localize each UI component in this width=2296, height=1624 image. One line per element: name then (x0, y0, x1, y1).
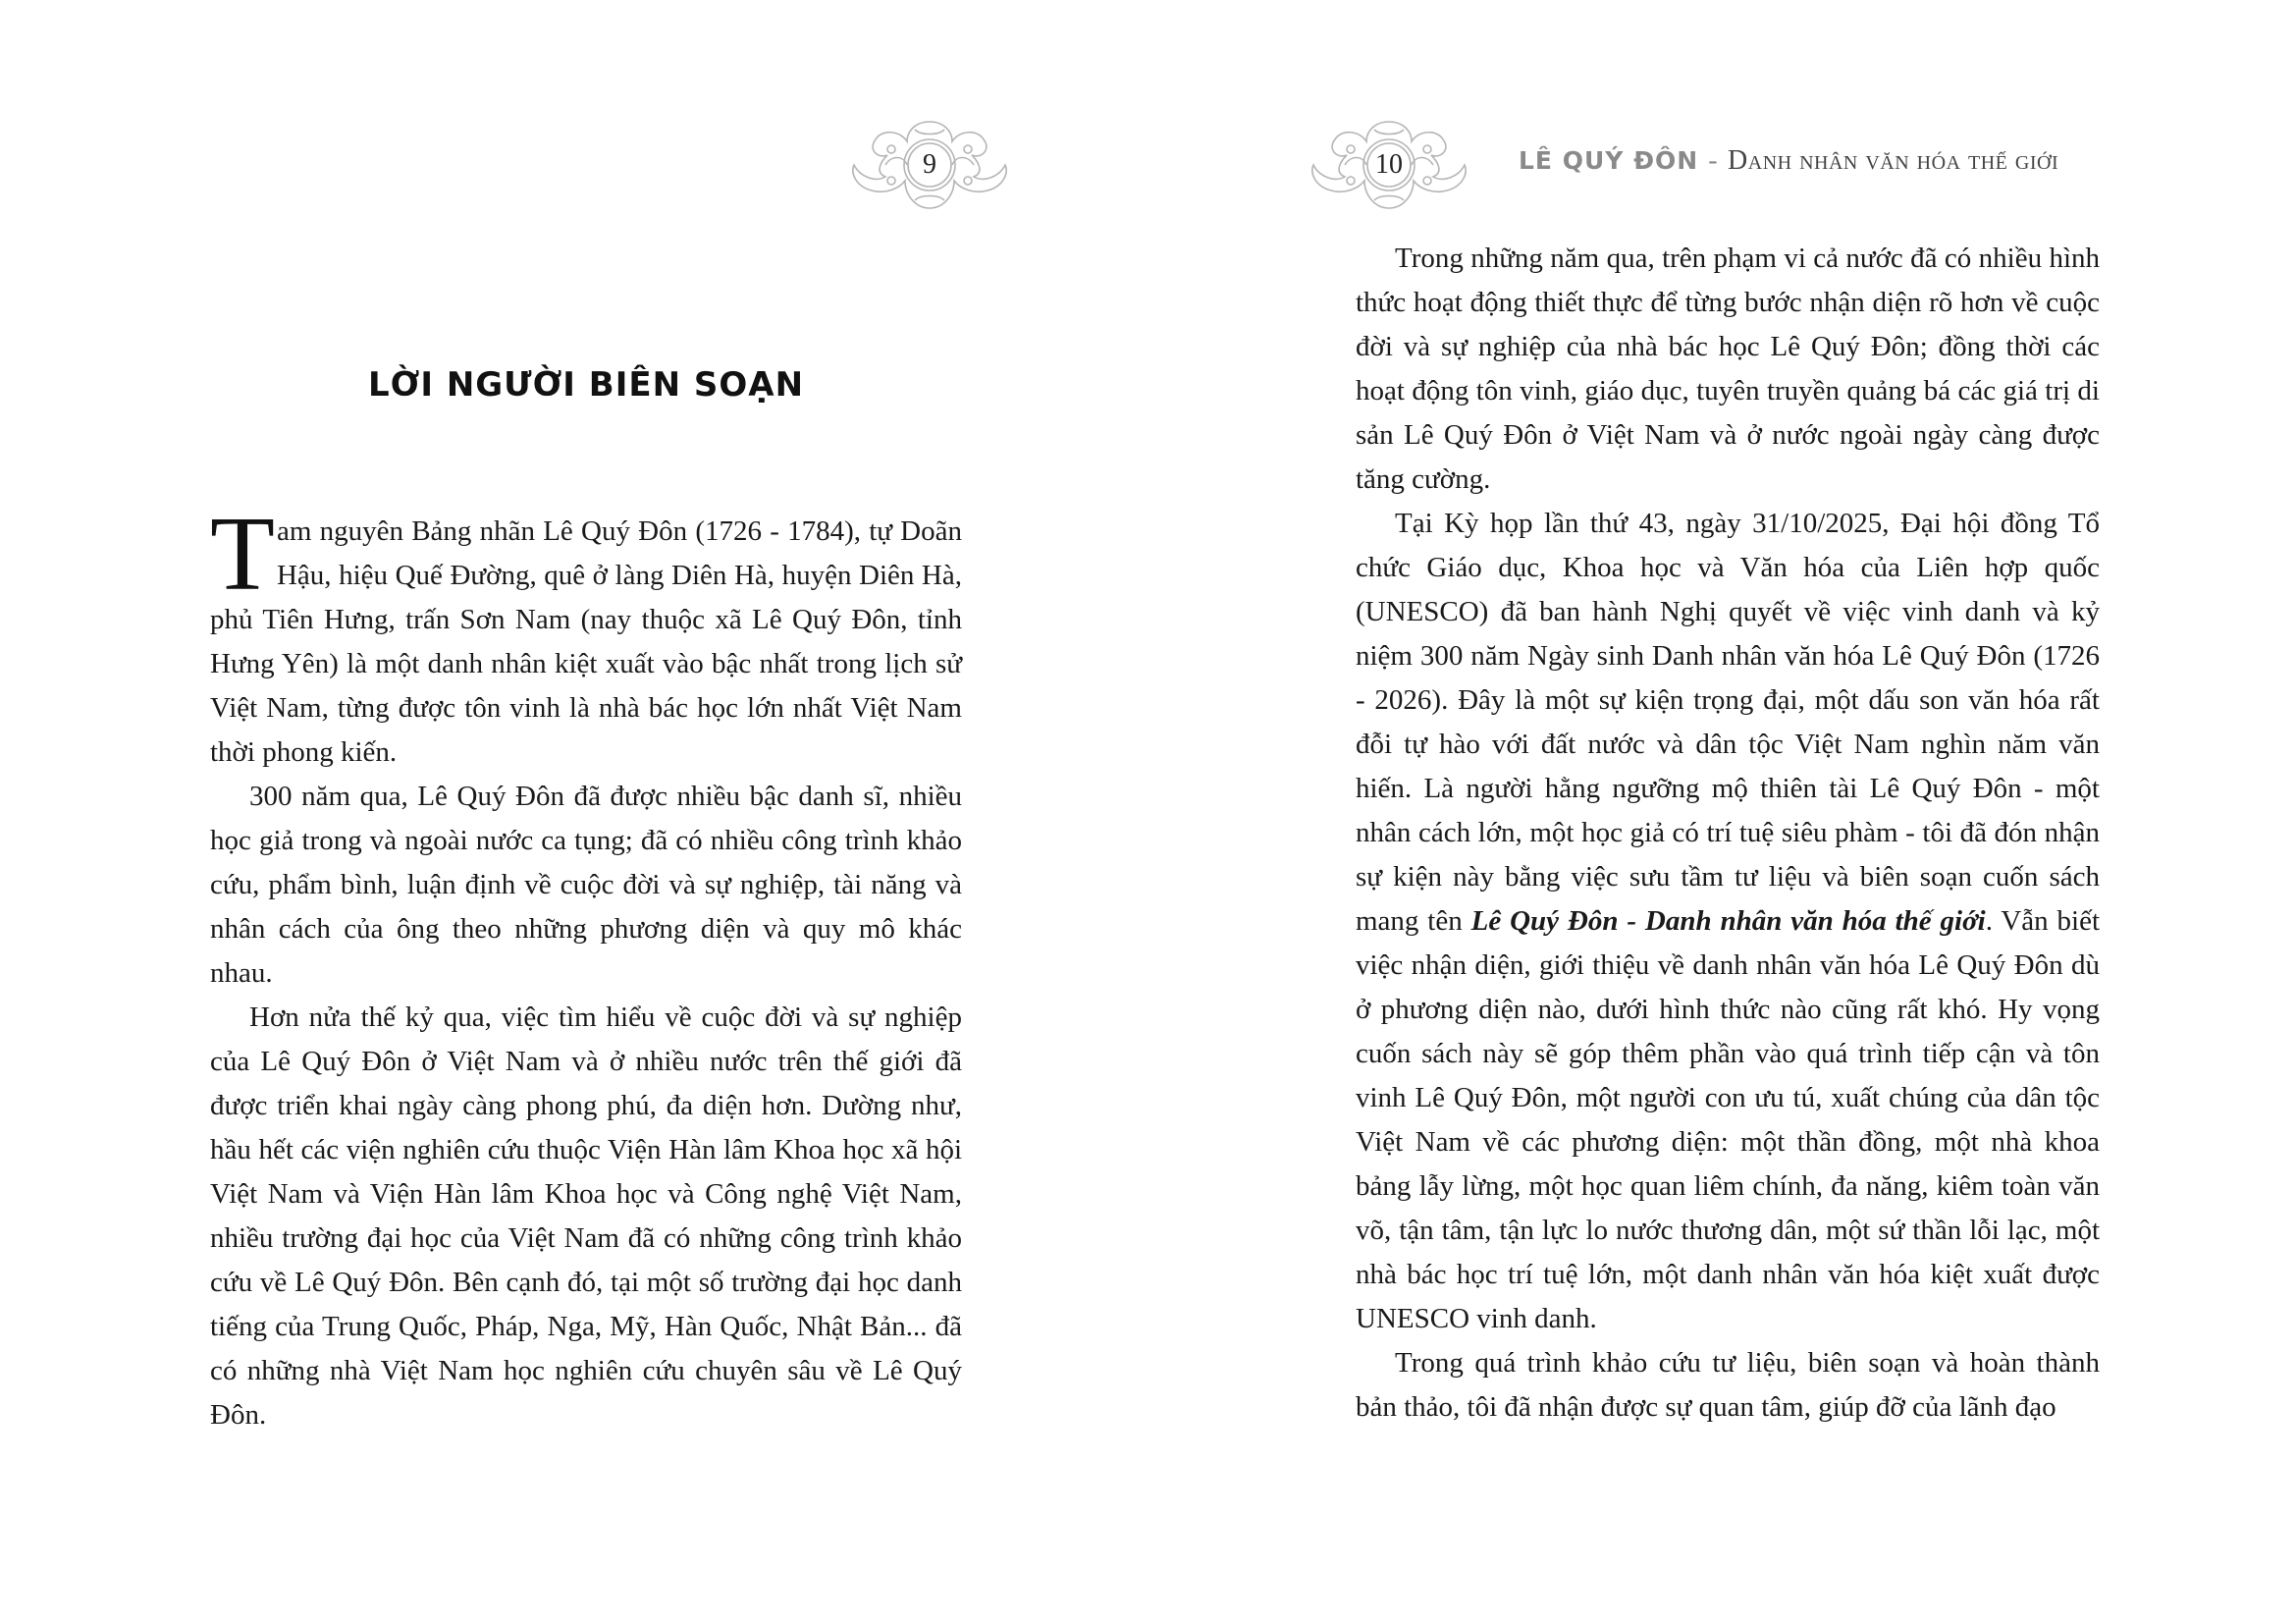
drop-cap: T (210, 496, 275, 613)
paragraph-text: Tại Kỳ họp lần thứ 43, ngày 31/10/2025, Đại hội đồng Tổ chức Giáo dục, Khoa học và Văn hóa của Liên hợp quốc (UNESCO) đã ban hành Nghị quyết về việc vinh danh và kỷ niệm 300 năm Ngày sinh Danh nhân văn hóa Lê Quý Đôn (1726 - 2026). Đây là một sự kiện trọng đại, một dấu son văn hóa rất đỗi tự hào với đất nước và dân tộc Việt Nam nghìn năm văn hiến. Là người hằng ngưỡng mộ thiên tài Lê Quý Đôn - một nhân cách lớn, một học giả có trí tuệ siêu phàm - tôi đã đón nhận sự kiện này bằng việc sưu tầm tư liệu và biên soạn cuốn sách mang tên (1356, 508, 2100, 937)
paragraph: Trong những năm qua, trên phạm vi cả nước đã có nhiều hình thức hoạt động thiết thực để từng bước nhận diện rõ hơn về cuộc đời và sự nghiệp của nhà bác học Lê Quý Đôn; đồng thời các hoạt động tôn vinh, giáo dục, tuyên truyền quảng bá các giá trị di sản Lê Quý Đôn ở Việt Nam và ở nước ngoài ngày càng được tăng cường. (1356, 243, 2100, 495)
running-head-author: LÊ QUÝ ĐÔN (1519, 146, 1699, 175)
page-number: 9 (923, 149, 936, 180)
right-page (1148, 0, 2296, 1624)
chapter-title: LỜI NGƯỜI BIÊN SOẠN (367, 365, 805, 405)
paragraph-text: am nguyên Bảng nhãn Lê Quý Đôn (1726 - 1784), tự Doãn Hậu, hiệu Quế Đường, quê ở làng Diên Hà, huyện Diên Hà, phủ Tiên Hưng, trấn Sơn Nam (nay thuộc xã Lê Quý Đôn, tỉnh Hưng Yên) là một danh nhân kiệt xuất vào bậc nhất trong lịch sử Việt Nam, từng được tôn vinh là nhà bác học lớn nhất Việt Nam thời phong kiến. (210, 515, 962, 768)
page-number: 10 (1375, 149, 1403, 180)
running-head (1519, 145, 2058, 177)
paragraph-text: . Vẫn biết việc nhận diện, giới thiệu về danh nhân văn hóa Lê Quý Đôn dù ở phương diện nào, dưới hình thức nào cũng rất khó. Hy vọng cuốn sách này sẽ góp thêm phần vào quá trình tiếp cận và tôn vinh Lê Quý Đôn, một người con ưu tú, xuất chúng của dân tộc Việt Nam về các phương diện: một thần đồng, một nhà khoa bảng lẫy lừng, một học quan liêm chính, đa năng, kiêm toàn văn võ, tận tâm, tận lực lo nước thương dân, một sứ thần lỗi lạc, một nhà bác học trí tuệ lớn, một danh nhân văn hóa kiệt xuất được UNESCO vinh danh. (1356, 905, 2100, 1334)
book-title: Lê Quý Đôn - Danh nhân văn hóa thế giới (1470, 905, 1986, 937)
paragraph: 300 năm qua, Lê Quý Đôn đã được nhiều bậc danh sĩ, nhiều học giả trong và ngoài nước ca tụng; đã có nhiều công trình khảo cứu, phẩm bình, luận định về cuộc đời và sự nghiệp, tài năng và nhân cách của ông theo những phương diện và quy mô khác nhau. (210, 781, 962, 989)
paragraph: Trong quá trình khảo cứu tư liệu, biên soạn và hoàn thành bản thảo, tôi đã nhận được sự quan tâm, giúp đỡ của lãnh đạo (1356, 1347, 2100, 1423)
left-body-text (210, 496, 962, 1437)
page-number-ornament (1306, 116, 1472, 214)
running-head-separator: - (1708, 145, 1719, 176)
right-body-text (1356, 237, 2100, 1430)
running-head-title: Danh nhân văn hóa thế giới (1728, 145, 2059, 176)
paragraph (210, 496, 962, 775)
paragraph (1356, 502, 2100, 1341)
page-number-ornament (846, 116, 1013, 214)
paragraph: Hơn nửa thế kỷ qua, việc tìm hiểu về cuộc đời và sự nghiệp của Lê Quý Đôn ở Việt Nam và ở nhiều nước trên thế giới đã được triển khai ngày càng phong phú, đa diện hơn. Dường như, hầu hết các viện nghiên cứu thuộc Viện Hàn lâm Khoa học xã hội Việt Nam và Viện Hàn lâm Khoa học và Công nghệ Việt Nam, nhiều trường đại học của Việt Nam đã có những công trình khảo cứu về Lê Quý Đôn. Bên cạnh đó, tại một số trường đại học danh tiếng của Trung Quốc, Pháp, Nga, Mỹ, Hàn Quốc, Nhật Bản... đã có những nhà Việt Nam học nghiên cứu chuyên sâu về Lê Quý Đôn. (210, 1001, 962, 1431)
